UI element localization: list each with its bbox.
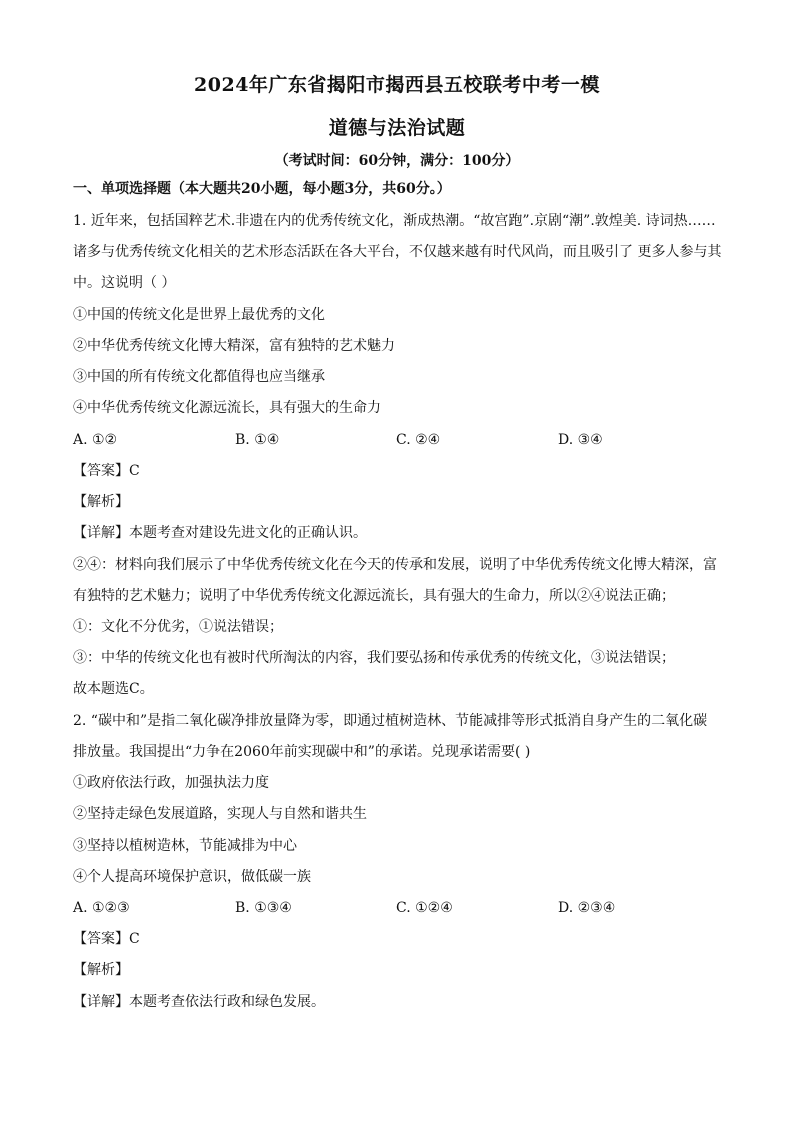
- document-title: 2024年广东省揭阳市揭西县五校联考中考一模: [194, 74, 600, 96]
- section-heading: 一、单项选择题（本大题共20小题，每小题3分，共60分。）: [73, 181, 451, 197]
- q1-stem-line2: 诸多与优秀传统文化相关的艺术形态活跃在各大平台，不仅越来越有时代风尚，而且吸引了 更多人参与其: [73, 244, 722, 260]
- q2-option-d: D. ②③④: [558, 900, 616, 916]
- q1-stem-line1: 1. 近年来，包括国粹艺术.非遗在内的优秀传统文化，渐成热潮。“故宫跑”.京剧“潮”.敦煌美. 诗词热……: [73, 213, 716, 229]
- q2-options: [73, 898, 733, 918]
- q1-explanation-3: ③：中华的传统文化也有被时代所淘汰的内容，我们要弘扬和传承优秀的传统文化，③说法错误；: [73, 650, 675, 666]
- q1-option-a: A. ①②: [73, 432, 118, 448]
- exam-info: （考试时间：60分钟，满分：100分）: [274, 153, 520, 169]
- document-subtitle: 道德与法治试题: [328, 117, 466, 139]
- q2-statement-3: ③坚持以植树造林，节能减排为中心: [73, 838, 297, 854]
- q1-option-b: B. ①④: [235, 432, 280, 448]
- q2-statement-4: ④个人提高环境保护意识，做低碳一族: [73, 869, 311, 885]
- q1-statement-1: ①中国的传统文化是世界上最优秀的文化: [73, 307, 325, 323]
- q2-answer: 【答案】C: [73, 931, 140, 947]
- q1-option-d: D. ③④: [558, 432, 603, 448]
- q1-explanation-1a: ②④：材料向我们展示了中华优秀传统文化在今天的传承和发展，说明了中华优秀传统文化博大精深，富: [73, 557, 717, 573]
- q2-analysis-label: 【解析】: [73, 962, 129, 978]
- q1-answer: 【答案】C: [73, 463, 140, 479]
- q1-analysis-label: 【解析】: [73, 494, 129, 510]
- q1-explanation-1b: 有独特的艺术魅力；说明了中华优秀传统文化源远流长，具有强大的生命力，所以②④说法正确；: [73, 588, 675, 604]
- q1-explanation-2: ①：文化不分优劣，①说法错误；: [73, 619, 283, 635]
- q2-stem-line1: 2. “碳中和”是指二氧化碳净排放量降为零，即通过植树造林、节能减排等形式抵消自身产生的二氧化碳: [73, 713, 708, 729]
- q1-stem-line3: 中。这说明（ ）: [73, 275, 176, 291]
- q1-detail: 【详解】本题考查对建设先进文化的正确认识。: [73, 525, 367, 541]
- q2-option-a: A. ①②③: [73, 900, 130, 916]
- q1-conclusion: 故本题选C。: [73, 681, 154, 697]
- q2-statement-2: ②坚持走绿色发展道路，实现人与自然和谐共生: [73, 806, 367, 822]
- q1-option-c: C. ②④: [396, 432, 441, 448]
- q2-detail: 【详解】本题考查依法行政和绿色发展。: [73, 994, 325, 1010]
- q1-options: [73, 430, 733, 450]
- q2-stem-line2: 排放量。我国提出“力争在2060年前实现碳中和”的承诺。兑现承诺需要( ): [73, 744, 531, 760]
- q1-statement-3: ③中国的所有传统文化都值得也应当继承: [73, 369, 325, 385]
- q2-option-c: C. ①②④: [396, 900, 453, 916]
- q1-statement-2: ②中华优秀传统文化博大精深，富有独特的艺术魅力: [73, 338, 395, 354]
- q2-statement-1: ①政府依法行政，加强执法力度: [73, 775, 269, 791]
- q2-option-b: B. ①③④: [235, 900, 292, 916]
- q1-statement-4: ④中华优秀传统文化源远流长，具有强大的生命力: [73, 400, 381, 416]
